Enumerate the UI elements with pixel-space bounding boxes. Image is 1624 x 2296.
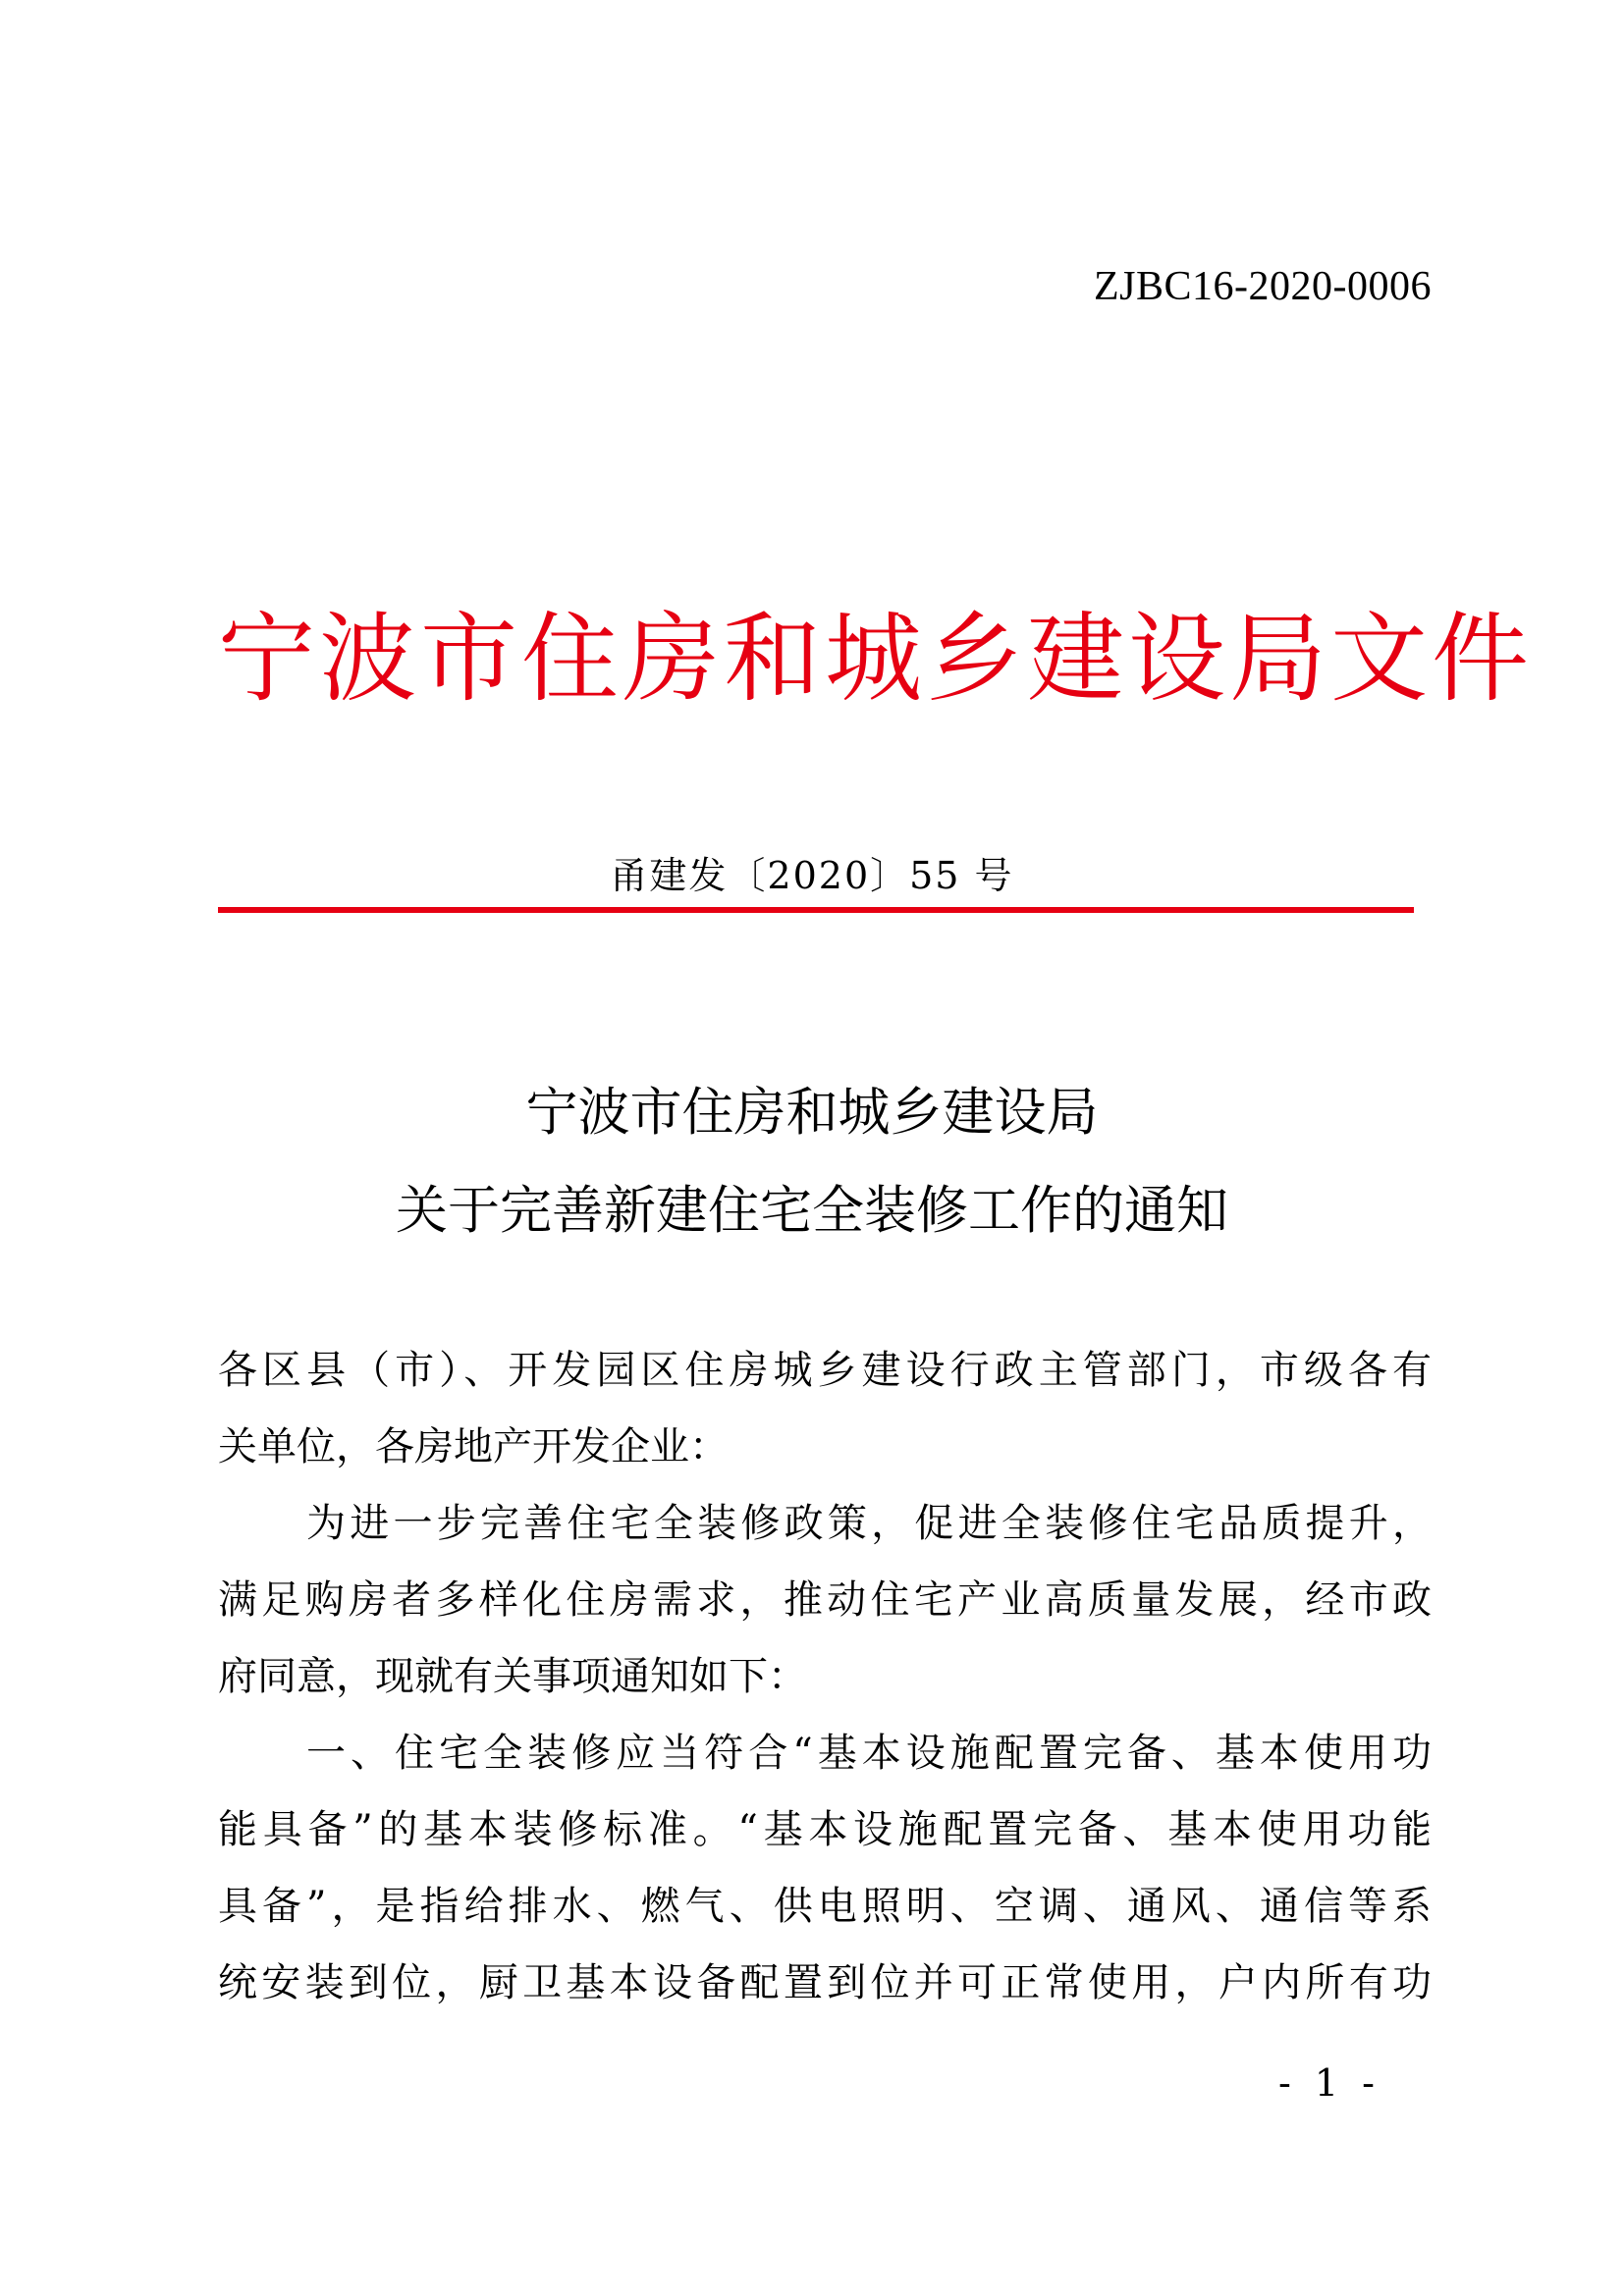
title-line-2: 关于完善新建住宅全装修工作的通知 [396,1181,1228,1241]
red-divider-line [218,907,1414,913]
item-1-line-3: 具备”，是指给排水、燃气、供电照明、空调、通风、通信等系 [218,1884,1432,1929]
page-number: - 1 - [1277,2061,1380,2105]
title-line-1: 宁波市住房和城乡建设局 [525,1083,1099,1143]
intro-paragraph [218,1485,1432,1715]
item-1-line-4: 统安装到位，厨卫基本设备配置到位并可正常使用，户内所有功 [218,1960,1432,2005]
item-1-line-2: 能具备”的基本装修标准。“基本设施配置完备、基本使用功能 [218,1807,1432,1852]
document-title [218,1064,1406,1260]
intro-line-2: 满足购房者多样化住房需求，推动住宅产业高质量发展，经市政 [218,1577,1432,1623]
intro-line-1: 为进一步完善住宅全装修政策，促进全装修住宅品质提升， [306,1501,1432,1546]
item-1-line-1: 一、住宅全装修应当符合“基本设施配置完备、基本使用功 [306,1731,1432,1776]
salutation-line-1: 各区县（市）、开发园区住房城乡建设行政主管部门，市级各有 [218,1348,1432,1393]
issuer-header-title: 宁波市住房和城乡建设局文件 [218,603,1533,716]
salutation-line-2: 关单位，各房地产开发企业： [218,1424,729,1469]
salutation-paragraph [218,1332,1432,1485]
document-code: ZJBC16-2020-0006 [1094,264,1432,309]
intro-line-3: 府同意，现就有关事项通知如下： [218,1654,807,1699]
document-number: 甬建发〔2020〕55 号 [610,854,1014,897]
item-1-paragraph [218,1715,1432,2021]
document-body [218,1332,1432,2021]
